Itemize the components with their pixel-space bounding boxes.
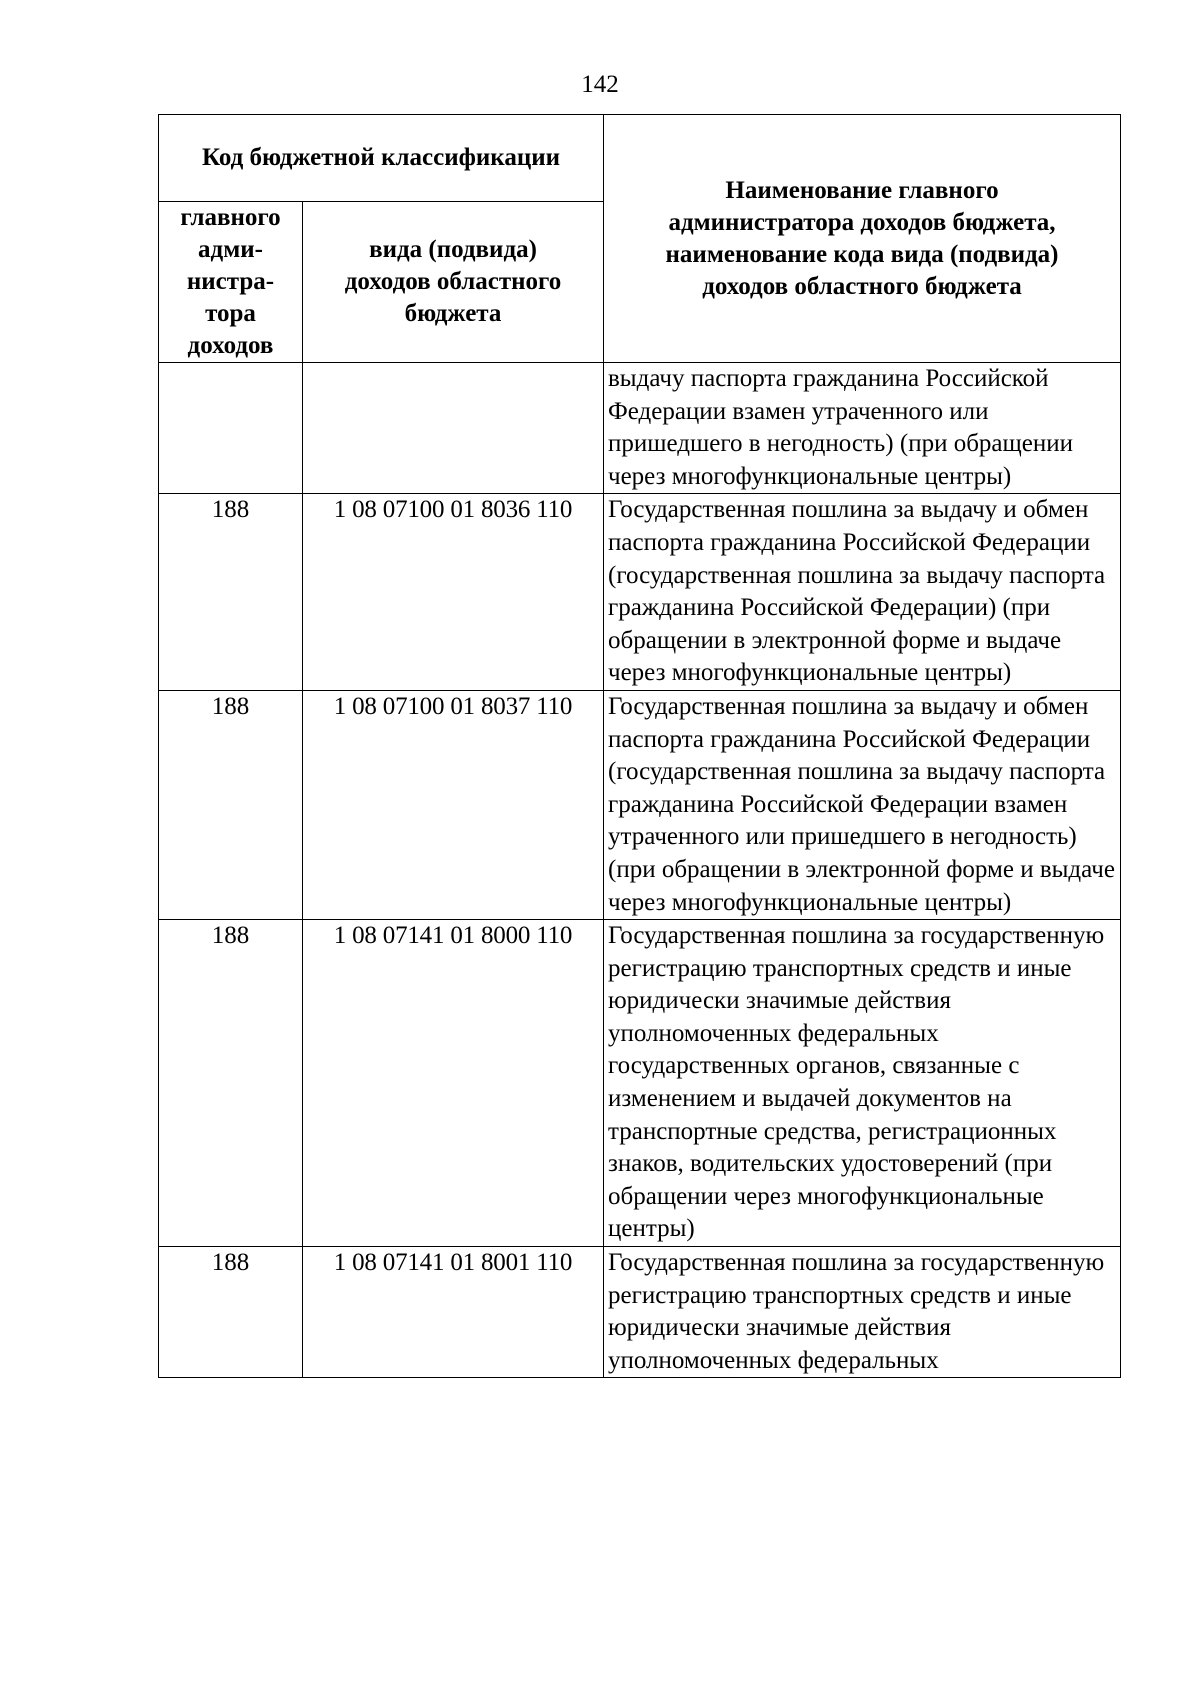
admin-code-cell: 188 — [159, 920, 303, 1247]
admin-code-cell: 188 — [159, 494, 303, 691]
header-name-column — [604, 115, 1121, 363]
header-code-column — [303, 202, 604, 363]
admin-code-cell — [159, 363, 303, 494]
table-row — [159, 920, 1121, 1247]
admin-code-cell: 188 — [159, 690, 303, 919]
table-row — [159, 494, 1121, 691]
revenue-name-cell: Государственная пошлина за государственную регистрацию транспортных средств и иные юридически значимые действия уполномоченных федеральных — [604, 1247, 1121, 1378]
header-code-line: доходов областного — [344, 268, 562, 295]
page-number: 142 — [581, 71, 619, 98]
header-code-line: бюджета — [404, 300, 502, 327]
header-name-line: администратора доходов бюджета, — [668, 208, 1056, 236]
header-name-line: доходов областного бюджета — [702, 272, 1022, 300]
table-row — [159, 1247, 1121, 1378]
revenue-code-cell: 1 08 07141 01 8000 110 — [303, 920, 604, 1247]
table-row — [159, 690, 1121, 919]
table-row — [159, 363, 1121, 494]
budget-classification-table — [158, 114, 1121, 1378]
revenue-name-cell: выдачу паспорта гражданина Российской Федерации взамен утраченного или пришедшего в негодность) (при обращении через многофункциональные центры) — [604, 363, 1121, 494]
revenue-code-cell: 1 08 07100 01 8037 110 — [303, 690, 604, 919]
revenue-code-cell: 1 08 07100 01 8036 110 — [303, 494, 604, 691]
header-name-line: наименование кода вида (подвида) — [665, 240, 1059, 268]
revenue-name-cell: Государственная пошлина за выдачу и обмен паспорта гражданина Российской Федерации (государственная пошлина за выдачу паспорта гражданина Российской Федерации) (при обращении в электронной форме и выдаче через многофункциональные центры) — [604, 494, 1121, 691]
header-admin-line: адми- — [198, 236, 263, 263]
revenue-code-cell — [303, 363, 604, 494]
header-admin-line: главного — [180, 204, 281, 231]
header-row-group — [159, 115, 1121, 202]
header-admin-line: нистра- — [186, 268, 275, 295]
revenue-name-cell: Государственная пошлина за выдачу и обмен паспорта гражданина Российской Федерации (государственная пошлина за выдачу паспорта гражданина Российской Федерации взамен утраченного или пришедшего в негодность) (при обращении в электронной форме и выдаче через многофункциональные центры) — [604, 690, 1121, 919]
header-code-line: вида (подвида) — [369, 236, 537, 263]
revenue-name-cell: Государственная пошлина за государственную регистрацию транспортных средств и иные юридически значимые действия уполномоченных федеральных государственных органов, связанные с изменением и выдачей документов на транспортные средства, регистрационных знаков, водительских удостоверений (при обращении через многофункциональные центры) — [604, 920, 1121, 1247]
header-admin-line: тора — [205, 300, 256, 327]
header-admin-line: доходов — [187, 332, 274, 359]
header-admin-column — [159, 202, 303, 363]
admin-code-cell: 188 — [159, 1247, 303, 1378]
revenue-code-cell: 1 08 07141 01 8001 110 — [303, 1247, 604, 1378]
header-budget-classification-code: Код бюджетной классификации — [159, 115, 604, 202]
header-name-line: Наименование главного — [725, 176, 999, 204]
